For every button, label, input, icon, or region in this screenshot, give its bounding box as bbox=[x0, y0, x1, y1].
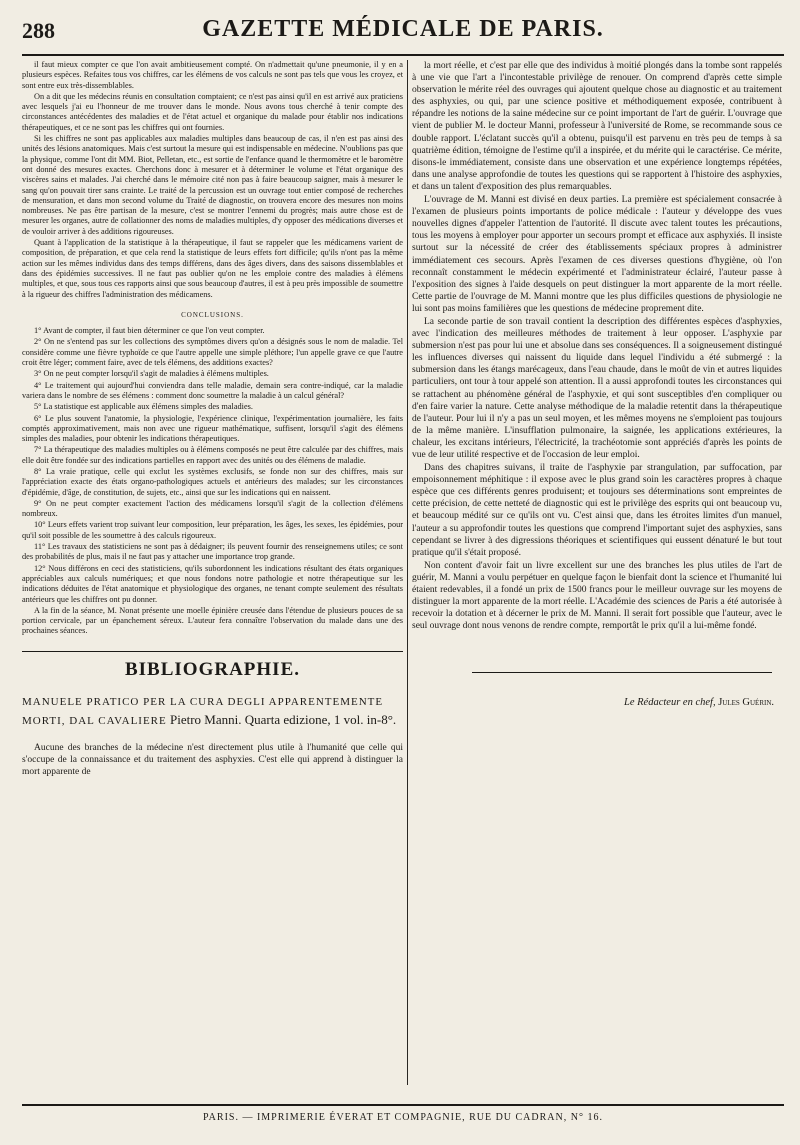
paragraph: On a dit que les médecins réunis en consultation comptaient; ce n'est pas ainsi qu'il en est arrivé aux praticiens avec lesquels j'ai eu l'honneur de me trouver dans le monde. Nous avons tous cherché à tenir compte des circonstances antécédentes des maladies et de l'état actuel et organique du malade pour établir nos indications thérapeutiques, et ce ne sont pas les chiffres qui ont fournies. bbox=[22, 91, 403, 132]
book-author: Pietro Manni. bbox=[169, 711, 242, 727]
paragraph: il faut mieux compter ce que l'on avait ambitieusement compté. On n'admettait qu'une pneumonie, il y en a plusieurs espèces. Refaites tous vos chiffres, car les élémens de vos calculs ne sont pas tels que vous les croyez, et sont entre eux très-dissemblables. bbox=[22, 60, 403, 90]
book-title-line: MORTI, DAL CAVALIERE bbox=[22, 714, 167, 727]
paragraph: Si les chiffres ne sont pas applicables aux maladies multiples dans beaucoup de cas, il n'en est pas ainsi des unités des lésions anatomiques. Mais c'est surtout la mesure qui est indispensable en médecine. N'oublions pas que la physique, comme l'ont dit MM. Biot, Pelletan, etc., est sortie de l'enfance quand le thermomètre et le baromètre ont donné des mesures exactes. Cherchons donc à mesurer et à déterminer le volume et l'état organique des viscères sains et malades. J'ai cherché dans le mémoire cité non pas à faire beaucoup saigner, mais à mesurer le sang qu'on pouvait tirer sans crainte. Le traité de la percussion est un ouvrage tout entier composé de recherches de mensuration, et dans mon second volume du Traité de diagnostic, on trouvera encore des mesures non moins nombreuses. Ne pas être partisan de la mesure, c'est se montrer l'ennemi du progrès; mais autre chose est de mesurer les organes, autre de collationner des noms de maladies multiples, d'y opposer des médications diverses et de vouloir arriver à des additions rigoureuses. bbox=[22, 134, 403, 236]
paragraph: Dans des chapitres suivans, il traite de l'asphyxie par strangulation, par suffocation, par empoisonnement méphitique : il expose avec le plus grand soin les caractères propres à chaque espèce que ces différents genres produisent; et toujours ses déterminations sont empreintes de cette précision, de cette netteté de diagnostic qui est le privilège des esprits qui ont beaucoup vu, et beaucoup médité sur ce qu'ils ont vu. C'est ainsi que, dans les étroites limites d'un manuel, l'auteur a su approfondir toutes les questions que comprend l'important sujet des asphyxies, sans cependant se livrer à des digressions théoriques et scientifiques qui eussent dénaturé le but tout pratique qu'il s'était proposé. bbox=[412, 463, 782, 558]
conclusions-heading: CONCLUSIONS. bbox=[181, 310, 244, 319]
conclusions-list bbox=[22, 326, 403, 637]
journal-title: GAZETTE MÉDICALE DE PARIS. bbox=[202, 16, 604, 42]
column-divider bbox=[407, 60, 408, 1085]
printer-imprint: PARIS. — IMPRIMERIE ÉVERAT ET COMPAGNIE, RUE DU CADRAN, N° 16. bbox=[22, 1104, 784, 1140]
paragraph: La seconde partie de son travail contient la description des différentes espèces d'asphyxies, avec l'indication des meilleures méthodes de traitement à leur opposer. L'asphyxie par submersion n'est pas pour lui une et absolue dans ses conséquences. Il a soigneusement distingué les influences diverses qui naissent du liquide dans lequel l'individu a été submergé : la submersion dans les étangs marécageux, dans l'eau chaude, dans le moût de vin et autres liquides particuliers, ont tour à tour appelé son attention. Il a aussi approfondi toutes les circonstances qui se rattachent au phénomène général de l'asphyxie, et qui sont susceptibles d'en compliquer ou d'en faire varier la nature. Cette analyse méthodique de la maladie retentit dans la thérapeutique de l'auteur. Pour lui il n'y a pas un seul moyen, et les mêmes moyens ne s'emploient pas toujours de la même manière. L'insufflation pulmonaire, la saignée, les applications extérieures, la chaleur, les excitans intérieurs, l'électricité, la trachéotomie sont appréciés d'après les points de vue de leur utilité respective et de l'occasion de leur emploi. bbox=[412, 316, 782, 460]
conclusion-item: 7° La thérapeutique des maladies multiples ou à élémens composés ne peut être calculée par des chiffres, mais elle doit être fondée sur des indications partielles en rapport avec des unités ou des élémens de maladie. bbox=[22, 445, 403, 465]
conclusion-item: 8° La vraie pratique, celle qui exclut les systèmes exclusifs, se fonde non sur des chiffres, mais sur l'appréciation exacte des états organo-pathologiques actuels et antérieurs des malades; sur les circonstances d'épidémie, d'âge, de constitution, de sujets, etc., ainsi que sur les indications qui en naissent. bbox=[22, 466, 403, 497]
signature-divider bbox=[472, 672, 772, 673]
conclusion-item: 1° Avant de compter, il faut bien déterminer ce que l'on veut compter. bbox=[34, 326, 265, 336]
paragraph: L'ouvrage de M. Manni est divisé en deux parties. La première est spécialement consacrée à l'examen de plusieurs points importants de police médicale : l'auteur y développe des vues nouvelles dignes d'appeler l'attention de l'autorité. Il discute avec talent toutes les précautions, tous les moyens à employer pour apporter un secours prompt et efficace aux asphyxiés. Il insiste surtout sur la nécessité de créer des établissements spéciaux propres à administrer immédiatement ces secours. Après l'examen de ces diverses questions d'hygiène, où l'on reconnaît constamment le médecin expérimenté et l'administrateur éclairé, l'auteur passe à l'exposition des signes à l'aide desquels on peut distinguer la mort apparente de la mort réelle. Cette partie de l'ouvrage de M. Manni montre que les plus difficiles questions de physiologie ne lui sont pas moins familières que les questions de médecine proprement dite. bbox=[412, 195, 782, 314]
conclusion-item: 5° La statistique est applicable aux élémens simples des maladies. bbox=[34, 402, 253, 412]
conclusion-item: 3° On ne peut compter lorsqu'il s'agit de maladies à élémens multiples. bbox=[34, 369, 269, 379]
paragraph: la mort réelle, et c'est par elle que des individus à moitié plongés dans la tombe sont rappelés à une vie que l'art a l'incontestable privilège de renouer. On comprend d'après cette simple observation le mérite réel des ouvrages qui ajoutent quelque chose au diagnostic et au traitement des asphyxies, ou qui, par une science positive et méthodiquement exposée, contribuent à répandre les notions de la saine médecine sur ce point important de l'art de guérir. L'ouvrage que vient de publier M. le docteur Manni, professeur à l'université de Rome, se recommande sous ce double rapport. L'éclatant succès qu'il a obtenu, puisqu'il est parvenu en très peu de temps à sa quatrième édition, témoigne de l'estime qu'il a inspirée, et du mérite qui le caractérise. Ce mérite, disons-le immédiatement, consiste dans une observation et une expérience longtemps répétées, dans une analyse approfondie de toutes les questions qui se rapportent à l'histoire des asphyxies, et dans un talent d'exposition des plus remarquables. bbox=[412, 61, 782, 192]
signature-name: Jules Guérin. bbox=[718, 697, 774, 709]
conclusion-item: 12° Nous différons en ceci des statisticiens, qu'ils subordonnent les indications résultant des états organiques appréciables aux calculs numériques; et que nous fondons notre pathologie et notre thérapeutique sur les indications déduites de l'état anatomique et physiologique des organes, ne tenant compte seulement des résultats antérieurs que les chiffres ont pu donner. bbox=[22, 563, 403, 604]
right-column bbox=[412, 60, 782, 1095]
conclusion-item: 6° Le plus souvent l'anatomie, la physiologie, l'expérience clinique, l'expérimentation journalière, les faits comptés approximativement, mais non avec une rigueur mathématique, suffisent, lorsqu'il s'agit des élémens simples des maladies, pour obtenir les indications thérapeutiques. bbox=[22, 413, 403, 444]
page-number: 288 bbox=[22, 18, 55, 43]
paragraph: Quant à l'application de la statistique à la thérapeutique, il faut se rappeler que les médicamens varient de composition, de préparation, et que cela rend la statistique de leurs effets fort difficile; qu'ils n'ont pas la même action sur les mêmes individus dans des temps différens, dans des âges divers, dans des saisons dissemblables et dans des épidémies successives. Il ne faut pas oublier qu'on ne les emploie contre des maladies à élémens multiples, et que, sous tous ces rapports ainsi que sous beaucoup d'autres, il est à peu près impossible de soumettre à la rigueur des chiffres l'administration des médicamens. bbox=[22, 238, 403, 299]
page-header bbox=[22, 14, 784, 56]
conclusion-item: 9° On ne peut compter exactement l'action des médicamens lorsqu'il s'agit de la collection d'élémens nombreux. bbox=[22, 498, 403, 519]
section-divider bbox=[22, 651, 403, 652]
book-title-line: MANUELE PRATICO PER LA CURA DEGLI APPARENTEMENTE bbox=[22, 695, 384, 708]
bibliography-paragraph: Aucune des branches de la médecine n'est directement plus utile à l'humanité que celle qui s'occupe de la connaissance et du traitement des asphyxies. C'est elle qui apprend à distinguer la mort apparente de bbox=[22, 742, 403, 777]
conclusion-item: A la fin de la séance, M. Nonat présente une moelle épinière creusée dans l'étendue de plusieurs pouces de sa portion cervicale, par un épanchement séreux. L'auteur fera connaître l'observation du malade dans une des prochaines séances. bbox=[22, 605, 403, 636]
book-reference bbox=[22, 692, 403, 730]
left-column bbox=[22, 60, 403, 1095]
signature-prefix: Le Rédacteur en chef, bbox=[624, 697, 716, 709]
book-edition: Quarta edizione, 1 vol. in-8°. bbox=[244, 711, 397, 727]
paragraph: Non content d'avoir fait un livre excellent sur une des branches les plus utiles de l'art de guérir, M. Manni a voulu perpétuer en quelque façon le bienfait dont la science et l'humanité lui étaient redevables, il a fondé un prix de 1500 francs pour le meilleur ouvrage sur les moyens de distinguer la mort apparente de la mort réelle. L'Académie des sciences de Paris a été autorisée à recevoir la dotation et à décerner le prix de M. Manni. Il serait fort possible que l'auteur, avec le seul ouvrage dont nous venons de rendre compte, remportât le prix qu'il a lui-même fondé. bbox=[412, 560, 782, 632]
conclusion-item: 11° Les travaux des statisticiens ne sont pas à dédaigner; ils peuvent fournir des renseignemens utiles; ce sont des probabilités de plus, mais il ne faut pas y attacher une importance trop grande. bbox=[22, 542, 403, 562]
conclusion-item: 10° Leurs effets varient trop suivant leur composition, leur préparation, les âges, les sexes, les épidémies, pour qu'il soit possible de les soumettre à des calculs rigoureux. bbox=[22, 520, 403, 540]
conclusion-item: 2° On ne s'entend pas sur les collections des symptômes divers qu'on a désignés sous le nom de maladie. Tel considère comme une fièvre typhoïde ce que l'autre appelle une simple pléthore; l'un appelle grave ce que l'autre croit être léger; comment faire, avec de tels élémens, des additions exactes? bbox=[22, 337, 403, 368]
bibliography-heading: BIBLIOGRAPHIE. bbox=[124, 658, 300, 680]
conclusion-item: 4° Le traitement qui aujourd'hui conviendra dans telle maladie, demain sera contre-indiqué, car la maladie variera dans le nombre de ses élémens : comment donc soumettre la maladie à un calcul général? bbox=[22, 380, 403, 400]
editor-signature bbox=[412, 697, 774, 709]
